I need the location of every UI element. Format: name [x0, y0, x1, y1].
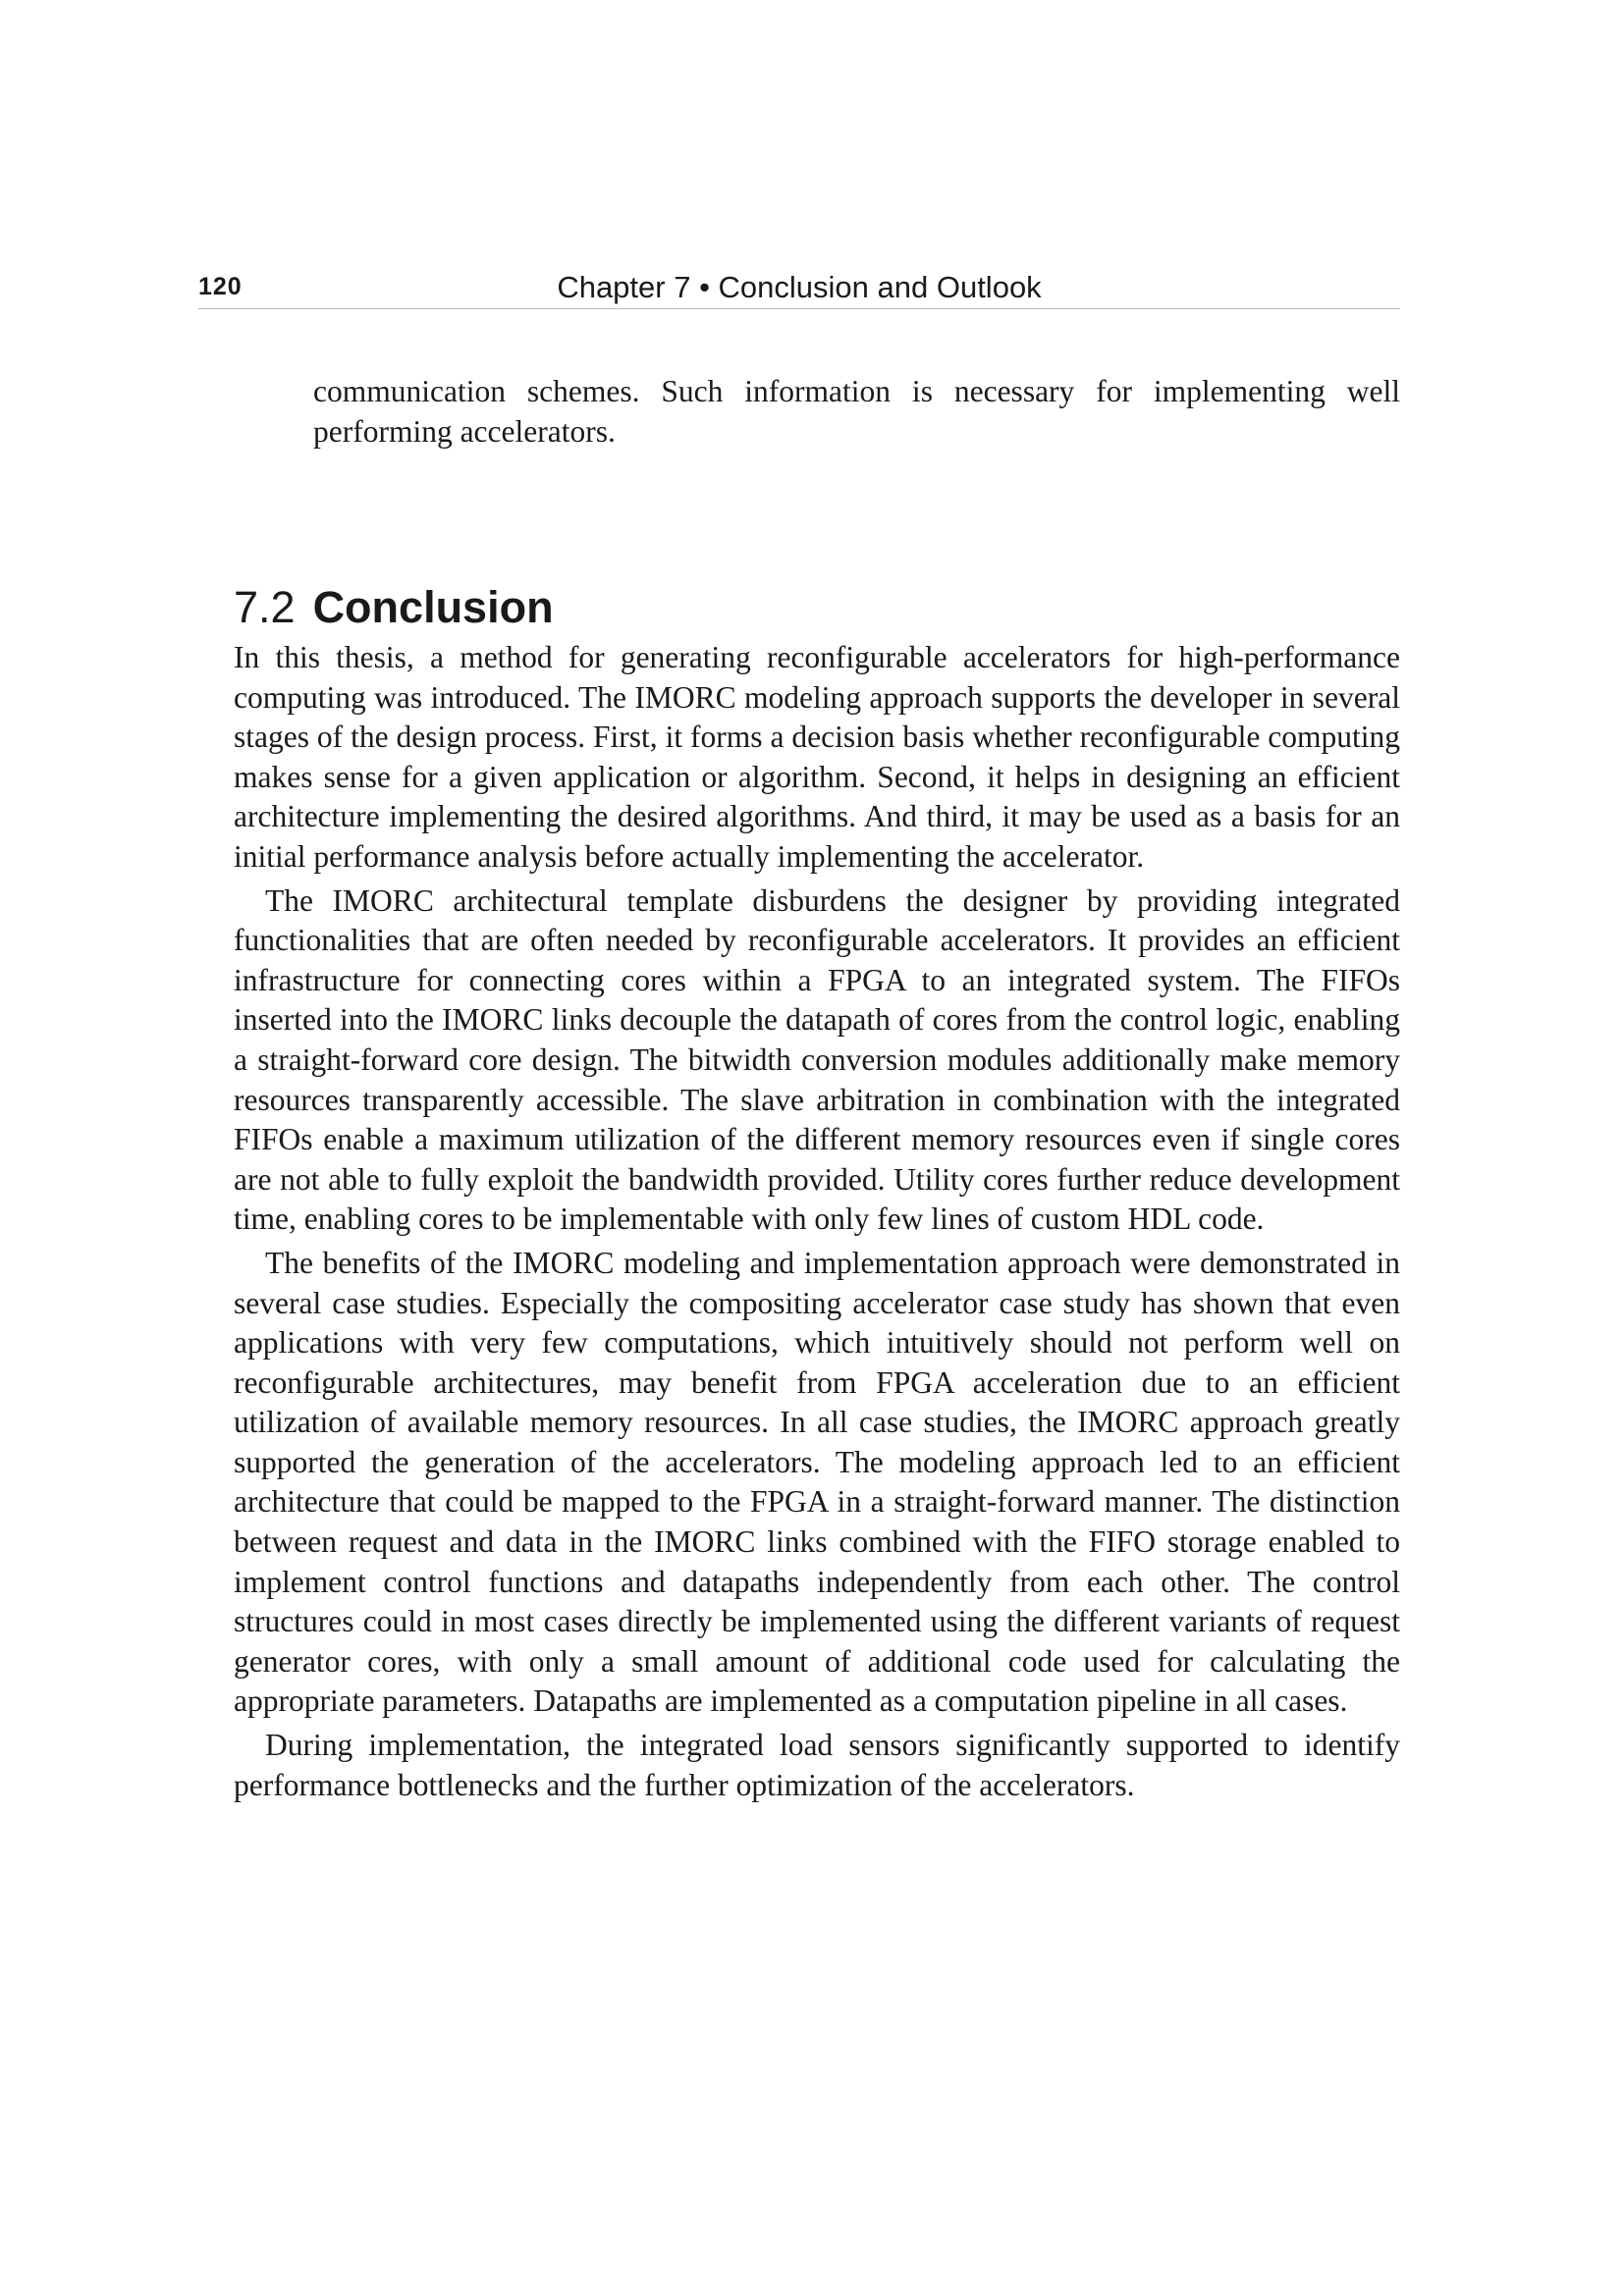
paragraph-1: In this thesis, a method for generating reconfigurable accelerators for high-performance computing was introduced. The IMORC modeling approach supports the developer in several stages of the design process. First, it forms a decision basis whether reconfigurable computing makes sense for a given application or algorithm. Second, it helps in designing an efficient architecture implementing the desired algorithms. And third, it may be used as a basis for an initial performance analysis before actually implementing the accelerator.: [234, 640, 1400, 874]
section-number: 7.2: [234, 582, 296, 633]
chapter-title: Chapter 7 • Conclusion and Outlook: [557, 270, 1042, 304]
paragraph-2: The IMORC architectural template disburdens the designer by providing integrated functionalities that are often needed by reconfigurable accelerators. It provides an efficient infrastructure for connecting cores within a FPGA to an integrated system. The FIFOs inserted into the IMORC links decouple the datapath of cores from the control logic, enabling a straight-forward core design. The bitwidth conversion modules additionally make memory resources transparently accessible. The slave arbitration in combination with the integrated FIFOs enable a maximum utilization of the different memory resources even if single cores are not able to fully exploit the bandwidth provided. Utility cores further reduce development time, enabling cores to be implementable with only few lines of custom HDL code.: [234, 882, 1400, 1237]
paragraph-4: During implementation, the integrated load sensors significantly supported to identify performance bottlenecks and the further optimization of the accelerators.: [234, 1728, 1400, 1802]
section-heading: [234, 578, 554, 637]
running-header: [198, 265, 1400, 309]
page-number: 120: [198, 273, 243, 300]
continued-paragraph-block: [313, 372, 1400, 452]
section-body: [234, 638, 1400, 1805]
section-title: Conclusion: [312, 582, 554, 633]
paragraph-3: The benefits of the IMORC modeling and implementation approach were demonstrated in several case studies. Especially the compositing accelerator case study has shown that even applications with very few computations, which intuitively should not perform well on reconfigurable architectures, may benefit from FPGA acceleration due to an efficient utilization of available memory resources. In all case studies, the IMORC approach greatly supported the generation of the accelerators. The modeling approach led to an efficient architecture that could be mapped to the FPGA in a straight-forward manner. The distinction between request and data in the IMORC links combined with the FIFO storage enabled to implement control functions and datapaths independently from each other. The control structures could in most cases directly be implemented using the different variants of request generator cores, with only a small amount of additional code used for calculating the appropriate parameters. Datapaths are implemented as a computation pipeline in all cases.: [234, 1245, 1400, 1719]
continued-paragraph: communication schemes. Such information is necessary for implementing well performing accelerators.: [313, 374, 1400, 449]
